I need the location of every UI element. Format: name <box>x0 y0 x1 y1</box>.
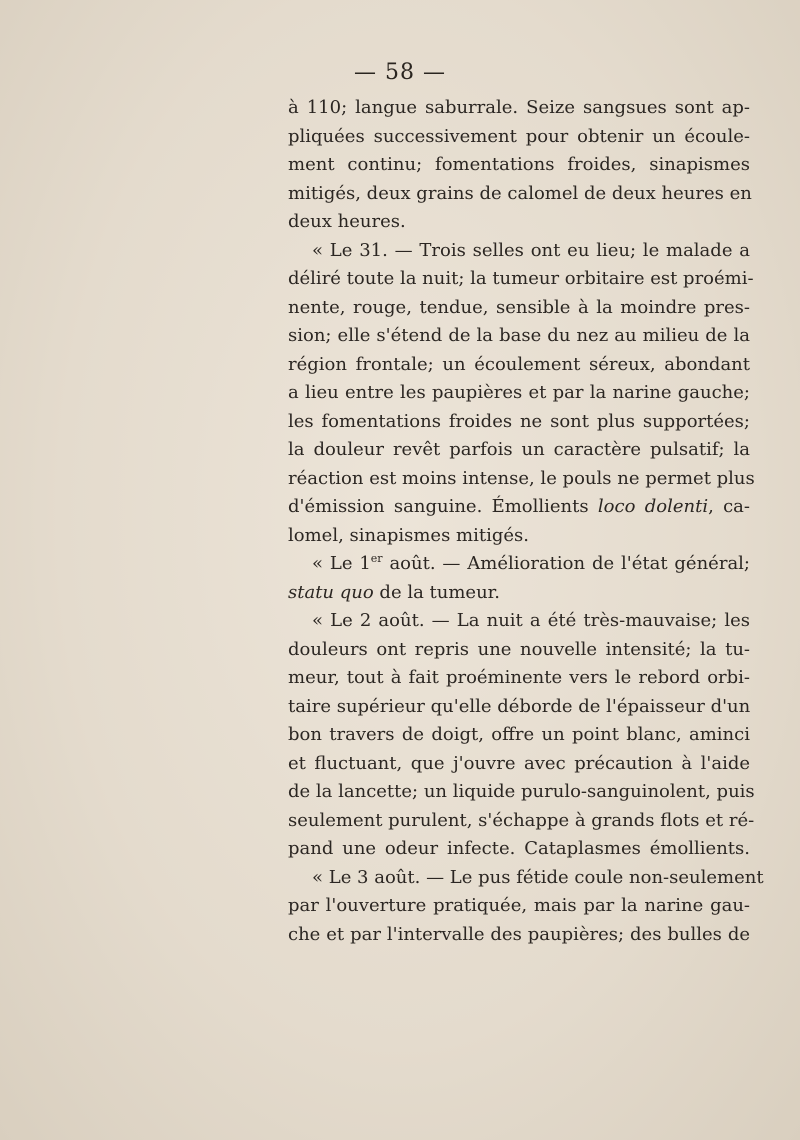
text-line: lomel, sinapismes mitigés. <box>288 524 529 546</box>
text-line: déliré toute la nuit; la tumeur orbitaire est proémi- <box>288 268 754 289</box>
italic-text: loco dolenti <box>597 496 709 517</box>
text-line: taire supérieur qu'elle déborde de l'épaisseur d'un <box>288 695 751 717</box>
text-line: pliquées successivement pour obtenir un écoule- <box>288 125 750 147</box>
text-fragment: , ca- <box>708 496 750 517</box>
text-line: nente, rouge, tendue, sensible à la moindre pres- <box>288 296 750 318</box>
text-fragment: d'émission sanguine. Émollients <box>288 496 598 517</box>
page-number: — 58 — <box>354 60 446 85</box>
text-fragment: « Le 1 <box>312 553 371 574</box>
text-line: « Le 3 août. — Le pus fétide coule non-seulement <box>312 866 764 888</box>
text-line: de la lancette; un liquide purulo-sanguinolent, puis <box>288 781 755 802</box>
text-line: douleurs ont repris une nouvelle intensité; la tu- <box>288 638 750 660</box>
text-line: par l'ouverture pratiquée, mais par la narine gau- <box>288 895 750 916</box>
text-line: la douleur revêt parfois un caractère pulsatif; la <box>288 439 750 460</box>
text-line: seulement purulent, s'échappe à grands flots et ré- <box>288 809 755 831</box>
text-fragment: de la tumeur. <box>373 581 501 603</box>
text-fragment: août. — Amélioration de l'état général; <box>382 553 750 574</box>
text-line: région frontale; un écoulement séreux, abondant <box>288 353 750 375</box>
text-line: et fluctuant, que j'ouvre avec précaution à l'aide <box>288 752 750 774</box>
text-line <box>288 493 750 522</box>
text-line: à 110; langue saburrale. Seize sangsues sont ap- <box>288 97 750 118</box>
text-line: meur, tout à fait proéminente vers le rebord orbi- <box>288 667 750 688</box>
text-line: bon travers de doigt, offre un point blanc, aminci <box>288 724 750 745</box>
text-line: che et par l'intervalle des paupières; des bulles de <box>288 923 750 945</box>
text-line: sion; elle s'étend de la base du nez au milieu de la <box>288 325 750 346</box>
superscript: er <box>370 552 383 565</box>
text-line: deux heures. <box>288 211 406 232</box>
text-line: « Le 31. — Trois selles ont eu lieu; le malade a <box>312 239 750 261</box>
text-line: mitigés, deux grains de calomel de deux heures en <box>288 182 752 204</box>
text-line: a lieu entre les paupières et par la narine gauche; <box>288 382 750 403</box>
text-line: ment continu; fomentations froides, sinapismes <box>288 154 750 175</box>
text-line: pand une odeur infecte. Cataplasmes émollients. <box>288 838 750 859</box>
text-line: « Le 2 août. — La nuit a été très-mauvaise; les <box>312 610 750 631</box>
text-line <box>288 579 750 608</box>
italic-text: statu quo <box>288 581 374 603</box>
text-line <box>288 550 750 579</box>
text-line: réaction est moins intense, le pouls ne permet plus <box>288 467 755 489</box>
text-line: les fomentations froides ne sont plus supportées; <box>288 410 750 432</box>
body-text <box>288 94 764 949</box>
